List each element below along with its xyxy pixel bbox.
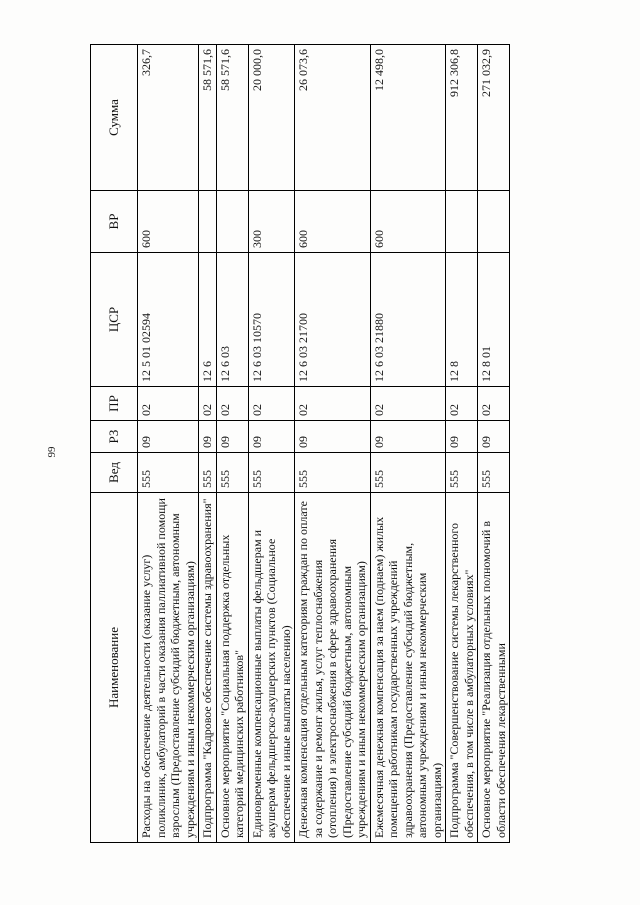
cell-name: Единовременные компенсационные выплаты фельдшерам и акушерам фельдшерско-акушерских пунктов (Социальное обеспечение и иные выплаты населению)	[248, 493, 295, 843]
cell-rz: 09	[295, 421, 371, 453]
cell-ved: 555	[478, 453, 510, 493]
cell-ved: 555	[295, 453, 371, 493]
cell-rz: 09	[370, 421, 446, 453]
cell-vr	[199, 191, 217, 253]
cell-rz: 09	[446, 421, 478, 453]
cell-name: Подпрограмма "Кадровое обеспечение системы здравоохранения"	[199, 493, 217, 843]
cell-name: Ежемесячная денежная компенсация за наем (поднаем) жилых помещений работникам государственных учреждений здравоохранения (Предоставление субсидий бюджетным, автономным учреждениям и иным некоммерческим организациям)	[370, 493, 446, 843]
cell-vr: 300	[248, 191, 295, 253]
budget-table	[90, 44, 510, 843]
table-header-row	[91, 45, 138, 843]
cell-csr: 12 6 03 21700	[295, 253, 371, 387]
cell-pr: 02	[295, 387, 371, 421]
cell-pr: 02	[370, 387, 446, 421]
table-row	[295, 45, 371, 843]
cell-vr	[446, 191, 478, 253]
cell-rz: 09	[199, 421, 217, 453]
cell-name: Расходы на обеспечение деятельности (оказание услуг) поликлиник, амбулаторий в части оказания паллиативной помощи взрослым (Предоставление субсидий бюджетным, автономным учреждениям и иным некоммерческим организациям)	[138, 493, 199, 843]
table-row	[248, 45, 295, 843]
cell-vr	[216, 191, 248, 253]
cell-csr: 12 8	[446, 253, 478, 387]
cell-ved: 555	[138, 453, 199, 493]
cell-vr: 600	[295, 191, 371, 253]
header-rz: РЗ	[91, 421, 138, 453]
cell-name: Основное мероприятие "Социальная поддержка отдельных категорий медицинских работников"	[216, 493, 248, 843]
cell-rz: 09	[248, 421, 295, 453]
cell-pr: 02	[446, 387, 478, 421]
header-name: Наименование	[91, 493, 138, 843]
cell-sum: 26 073,6	[295, 45, 371, 191]
cell-vr: 600	[370, 191, 446, 253]
page-number: 99	[46, 446, 58, 458]
cell-csr: 12 6 03 10570	[248, 253, 295, 387]
cell-pr: 02	[216, 387, 248, 421]
cell-pr: 02	[138, 387, 199, 421]
cell-sum: 58 571,6	[216, 45, 248, 191]
cell-ved: 555	[248, 453, 295, 493]
cell-ved: 555	[216, 453, 248, 493]
cell-csr: 12 6 03 21880	[370, 253, 446, 387]
cell-sum: 271 032,9	[478, 45, 510, 191]
cell-pr: 02	[478, 387, 510, 421]
table-row	[138, 45, 199, 843]
cell-pr: 02	[248, 387, 295, 421]
cell-csr: 12 8 01	[478, 253, 510, 387]
cell-sum: 12 498,0	[370, 45, 446, 191]
cell-ved: 555	[370, 453, 446, 493]
cell-ved: 555	[199, 453, 217, 493]
cell-rz: 09	[478, 421, 510, 453]
header-pr: ПР	[91, 387, 138, 421]
table-row	[199, 45, 217, 843]
cell-sum: 326,7	[138, 45, 199, 191]
cell-csr: 12 6	[199, 253, 217, 387]
table-row	[370, 45, 446, 843]
cell-sum: 58 571,6	[199, 45, 217, 191]
cell-sum: 912 306,8	[446, 45, 478, 191]
cell-sum: 20 000,0	[248, 45, 295, 191]
cell-name: Основное мероприятие "Реализация отдельных полномочий в области обеспечения лекарственными	[478, 493, 510, 843]
cell-ved: 555	[446, 453, 478, 493]
cell-vr	[478, 191, 510, 253]
table-row	[478, 45, 510, 843]
cell-csr: 12 6 03	[216, 253, 248, 387]
header-sum: Сумма	[91, 45, 138, 191]
header-ved: Вед	[91, 453, 138, 493]
header-csr: ЦСР	[91, 253, 138, 387]
cell-csr: 12 5 01 02594	[138, 253, 199, 387]
rotated-table-container	[90, 45, 612, 843]
table-row	[216, 45, 248, 843]
cell-vr: 600	[138, 191, 199, 253]
table-row	[446, 45, 478, 843]
cell-pr: 02	[199, 387, 217, 421]
cell-rz: 09	[138, 421, 199, 453]
cell-name: Денежная компенсация отдельным категориям граждан по оплате за содержание и ремонт жилья, услуг теплоснабжения (отопления) и электроснабжения в сфере здравоохранения (Предоставление субсидий бюджетным, автономным учреждениям и иным некоммерческим организациям)	[295, 493, 371, 843]
cell-name: Подпрограмма "Совершенствование системы лекарственного обеспечения, в том числе в амбулаторных условиях"	[446, 493, 478, 843]
cell-rz: 09	[216, 421, 248, 453]
header-vr: ВР	[91, 191, 138, 253]
